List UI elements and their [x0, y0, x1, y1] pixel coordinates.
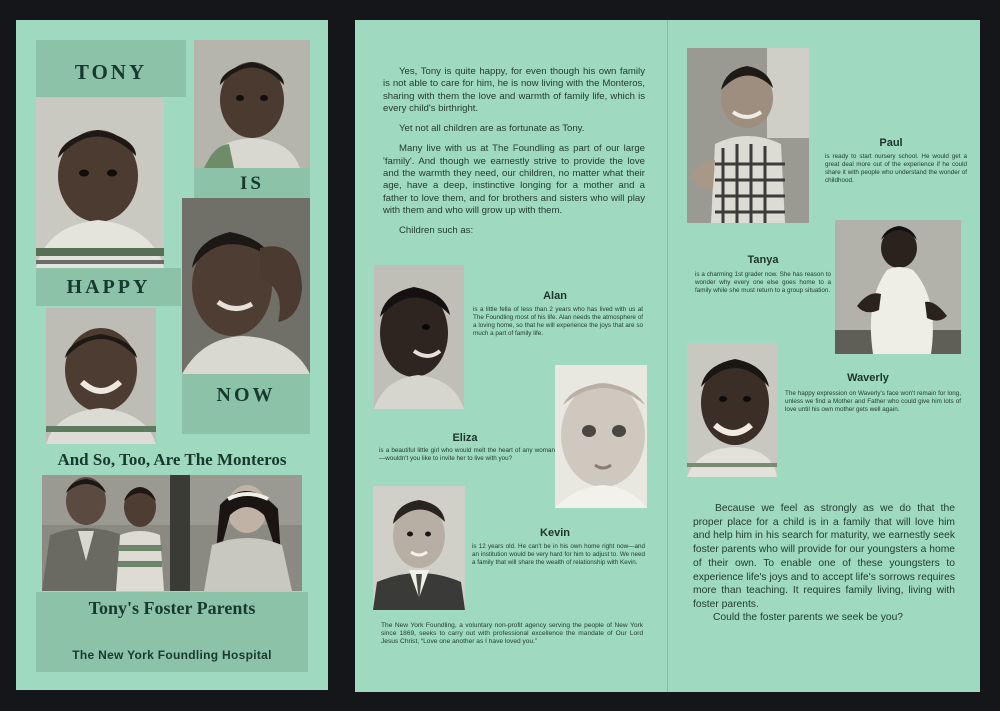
brochure-cover — [16, 20, 328, 690]
photo-alan — [374, 265, 464, 409]
photo-eliza — [555, 365, 647, 508]
child-desc-waverly: The happy expression on Waverly's face won't remain for long, unless we find a Mother and Father who could give him lots of love until his own mother gets well again. — [785, 390, 961, 413]
cover-word-happy: HAPPY — [66, 276, 151, 298]
brochure-inner-spread — [355, 20, 980, 692]
photo-waverly — [687, 343, 777, 477]
intro-paragraph-2: Yet not all children are as fortunate as Tony. — [399, 123, 585, 135]
child-name-waverly: Waverly — [847, 372, 889, 384]
intro-paragraph-1: Yes, Tony is quite happy, for even though his own family is not able to care for him, he is now living with the Monteros, sharing with them the love and warmth of family life, which is every child's birthright. — [383, 66, 645, 114]
cover-word-is: IS — [240, 173, 264, 194]
child-desc-alan: is a little fella of less than 2 years who has lived with us at The Foundling most of his life. Alan needs the atmosphere of a loving home, so that he will experience the joys that are so much a part of family life. — [473, 306, 643, 337]
cover-box-now — [182, 374, 310, 434]
cover-box-tony — [36, 40, 186, 97]
child-name-alan: Alan — [543, 290, 567, 302]
cover-headline: And So, Too, Are The Monteros — [57, 450, 287, 469]
photo-foster-family — [42, 475, 302, 591]
footer-mission-note: The New York Foundling, a voluntary non-profit agency serving the people of New York since 1869, seeks to carry out with professional excellence the mandate of Our Lord Jesus Christ, “Love one another as I have loved you.” — [381, 622, 643, 646]
closing-question: Could the foster parents we seek be you? — [713, 612, 904, 623]
child-desc-tanya: is a charming 1st grader now. She has reason to wonder why every one else goes home to a family while she must return to a group situation. — [695, 271, 831, 294]
child-name-paul: Paul — [879, 137, 903, 149]
child-desc-paul: is ready to start nursery school. He would get a great deal more out of the experience if he could share it with people who understand the wonder of childhood. — [825, 153, 967, 184]
cover-word-now: NOW — [216, 384, 276, 406]
fold-line — [667, 20, 668, 692]
child-name-kevin: Kevin — [540, 527, 570, 539]
intro-paragraph-3: Many live with us at The Foundling as part of our large 'family'. And though we earnestly strive to provide the love and the warmth they need, our children, no matter what their age, have a deep, instinctive longing for a mother and a father to love them, and for brothers and sisters who will play with them and who will grow up with them. — [383, 143, 645, 216]
child-name-tanya: Tanya — [747, 254, 779, 266]
cover-box-is — [194, 168, 310, 198]
photo-tony-thinking — [182, 198, 310, 374]
photo-tony-laughing — [46, 308, 156, 444]
photo-tanya — [835, 220, 961, 354]
child-desc-eliza: is a beautiful little girl who would melt the heart of any woman—wouldn't you like to invite her to live with you? — [379, 447, 555, 462]
photo-tony-left — [36, 98, 164, 268]
child-desc-kevin: is 12 years old. He can't be in his own home right now—and an institution would be very hard for him to adjust to. We need a family that will share the wealth of relationship with Kevin. — [472, 543, 645, 566]
cover-box-happy — [36, 268, 181, 306]
cover-org-name: The New York Foundling Hospital — [72, 648, 272, 662]
child-name-eliza: Eliza — [452, 432, 478, 444]
cover-box-foster — [36, 592, 308, 672]
closing-paragraph: Because we feel as strongly as we do that the proper place for a child is in a family that will love him and help him in his search for maturity, we earnestly seek foster parents who will provide for our youngsters a home of their own. To enable one of these youngsters to experience life's joys and to accept life's sorrows requires more than teaching. It requires family living, living with foster parents. — [693, 503, 955, 610]
photo-paul — [687, 48, 809, 223]
cover-word-tony: TONY — [74, 60, 148, 84]
photo-tony-top-right — [194, 40, 310, 168]
photo-kevin — [373, 486, 465, 610]
intro-paragraph-4: Children such as: — [399, 225, 474, 237]
intro-text — [383, 66, 645, 246]
cover-foster-caption: Tony's Foster Parents — [88, 598, 256, 618]
